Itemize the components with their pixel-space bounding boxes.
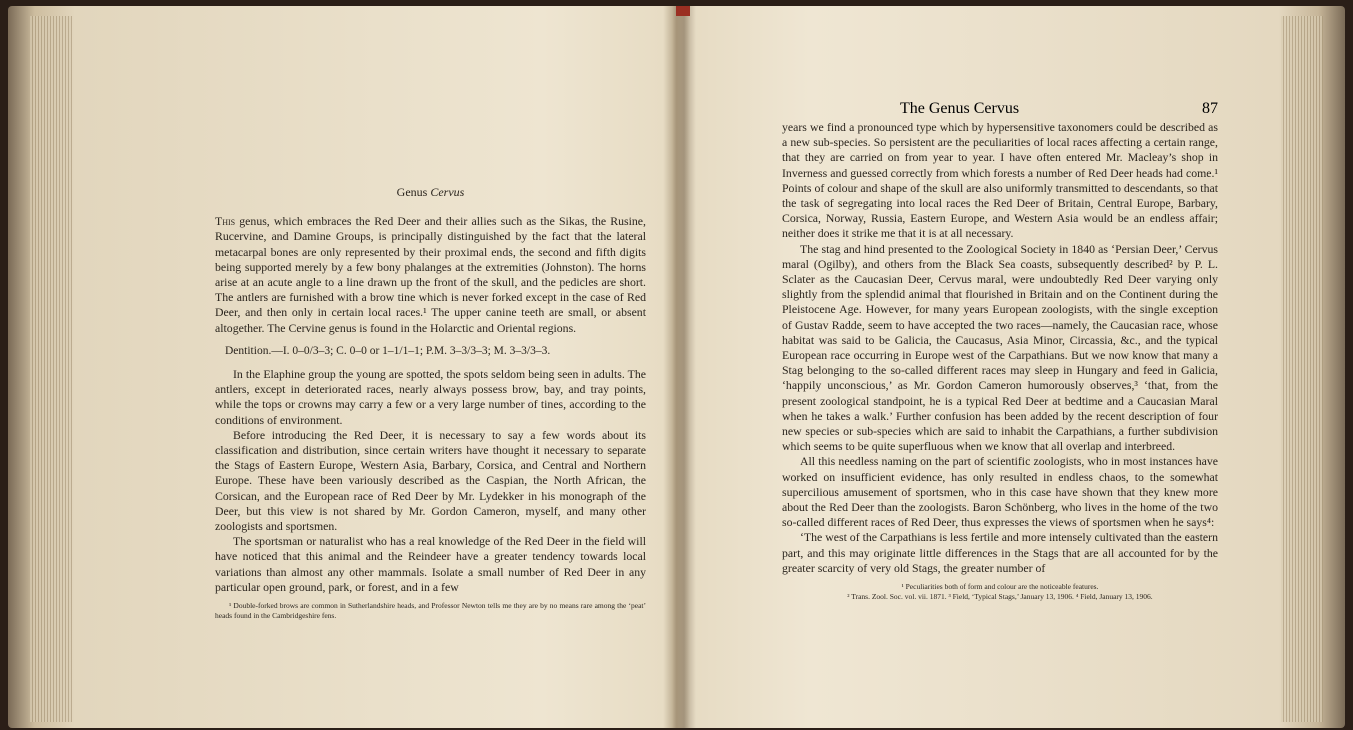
left-paragraph-1-text: genus, which embraces the Red Deer and their allies such as the Sikas, the Rusine, Rucervine, and Damine Groups, is principally distinguished by the fact that the lateral metacarpal bones are only represented by their proximal ends, the second and fifth digits being supported merely by a few bony phalanges at the extremities (Johnston). The horns arise at an acute angle to a line drawn up the front of the skull, and the pedicles are short. The antlers are furnished with a brow tine which is never forked except in the case of Red Deer, and then only in certain local races.¹ The upper canine teeth are small, or absent altogether. The Cervine genus is found in the Holarctic and Oriental regions.: [215, 214, 646, 335]
left-paragraph-3: Before introducing the Red Deer, it is necessary to say a few words about its classification and distribution, since certain writers have thought it necessary to separate the Stags of Eastern Europe, Western Asia, Barbary, Corsica, and Central and Northern Europe. These have been variously described as the Caspian, the North African, the Corsican, and the European race of Red Deer by Mr. Lydekker in his monograph of the Deer, but this view is not shared by Mr. Gordon Cameron, myself, and many other zoologists and sportsmen.: [215, 427, 646, 534]
left-page: [215, 185, 646, 620]
right-footnote-1: ¹ Peculiarities both of form and colour are the noticeable features.: [901, 582, 1099, 592]
book-gutter: [672, 6, 696, 728]
page-number: 87: [1202, 100, 1218, 117]
right-footnote-2: ² Trans. Zool. Soc. vol. vii. 1871. ³ Field, ‘Typical Stags,’ January 13, 1906. ⁴ Field, January 13, 1906.: [847, 591, 1153, 601]
bookmark-ribbon: [676, 6, 690, 16]
right-paragraph-1: years we find a pronounced type which by hypersensitive taxonomers could be described as a new sub-species. So persistent are the peculiarities of local races affecting a certain range, that they are carried on from year to year. I have often entered Mr. Macleay’s shop in Inverness and guessed correctly from which forests a number of Red Deer heads had come.¹ Points of colour and shape of the skull are also uniformly transmitted to descendants, so that the task of segregating into local races the Red Deer of Britain, Central Europe, Barbary, Corsica, Norway, Russia, Eastern Europe, and Western Asia would be an endless affair; neither does it strike me that it is at all necessary.: [782, 120, 1218, 241]
right-page: [782, 120, 1218, 601]
right-paragraph-2: The stag and hind presented to the Zoological Society in 1840 as ‘Persian Deer,’ Cervus maral (Ogilby), and others from the Black Sea coasts, subsequently described² by P. L. Sclater as the Caucasian Deer, Cervus maral, were undoubtedly Red Deer varying only slightly from the splendid animal that flourished in Britain and on the Continent during the Pleistocene Age. However, for many years European zoologists, with the single exception of Gustav Radde, seem to have accepted the two races—namely, the Caucasian race, whose habitat was said to be Galicia, the Caucasus, Asia Minor, Circassia, &c., and the typical European race occurring in Europe west of the Carpathians. But we now know that many a Stag belonging to the so-called different races may sleep in Hungary and feed in Galicia, ‘happily unconscious,’ as Mr. Gordon Cameron humorously observes,³ ‘that, from the present zoological standpoint, he is a typical Red Deer at bedtime and a Caucasian Maral when he takes a walk.’ Further confusion has been added by the recent description of four new species or sub-species which are said to inhabit the Carpathians, a further subdivision which seems to be quite superfluous when we know that all overlap and interbreed.: [782, 241, 1218, 454]
section-title: [215, 185, 646, 200]
right-page-edges: [1281, 16, 1323, 722]
left-page-edges: [30, 16, 72, 722]
drop-lead-word: This: [215, 214, 236, 229]
section-title-prefix: Genus: [396, 185, 431, 199]
left-paragraph-2: In the Elaphine group the young are spotted, the spots seldom being seen in adults. The antlers, except in deteriorated races, nearly always possess brow, bay, and tray points, while the tops or crowns may carry a few or a very large number of tines, according to the conditions of environment.: [215, 367, 646, 427]
dentition-formula: Dentition.—I. 0–0/3–3; C. 0–0 or 1–1/1–1; P.M. 3–3/3–3; M. 3–3/3–3.: [225, 344, 551, 357]
right-paragraph-4: ‘The west of the Carpathians is less fertile and more intensely cultivated than the eastern part, and this may originate little differences in the Stags that are all accounted for by the greater scarcity of very old Stags, the greater number of: [782, 530, 1218, 575]
left-paragraph-4: The sportsman or naturalist who has a real knowledge of the Red Deer in the field will have noticed that this animal and the Reindeer have a greater tendency towards local variations than almost any other mammals. Isolate a small number of Red Deer in any particular open ground, park, or forest, and in a few: [215, 534, 646, 594]
right-paragraph-3: All this needless naming on the part of scientific zoologists, who in most instances have worked on insufficient evidence, has only resulted in endless chaos, to the somewhat supercilious amusement of sportsmen, who in this case have shown that they knew more about the Red Deer than the zoologists. Baron Schönberg, who lives in the home of the two so-called different races of Red Deer, thus expresses the views of sportsmen when he says⁴:: [782, 454, 1218, 530]
section-title-genus: Cervus: [430, 185, 465, 199]
left-paragraph-1: [215, 214, 646, 336]
running-title: The Genus Cervus: [900, 100, 1020, 117]
left-footnote: ¹ Double-forked brows are common in Sutherlandshire heads, and Professor Newton tells me they are by no means rare among the ‘peat’ heads found in the Cambridgeshire fens.: [215, 601, 646, 620]
right-footnotes: [782, 582, 1218, 601]
